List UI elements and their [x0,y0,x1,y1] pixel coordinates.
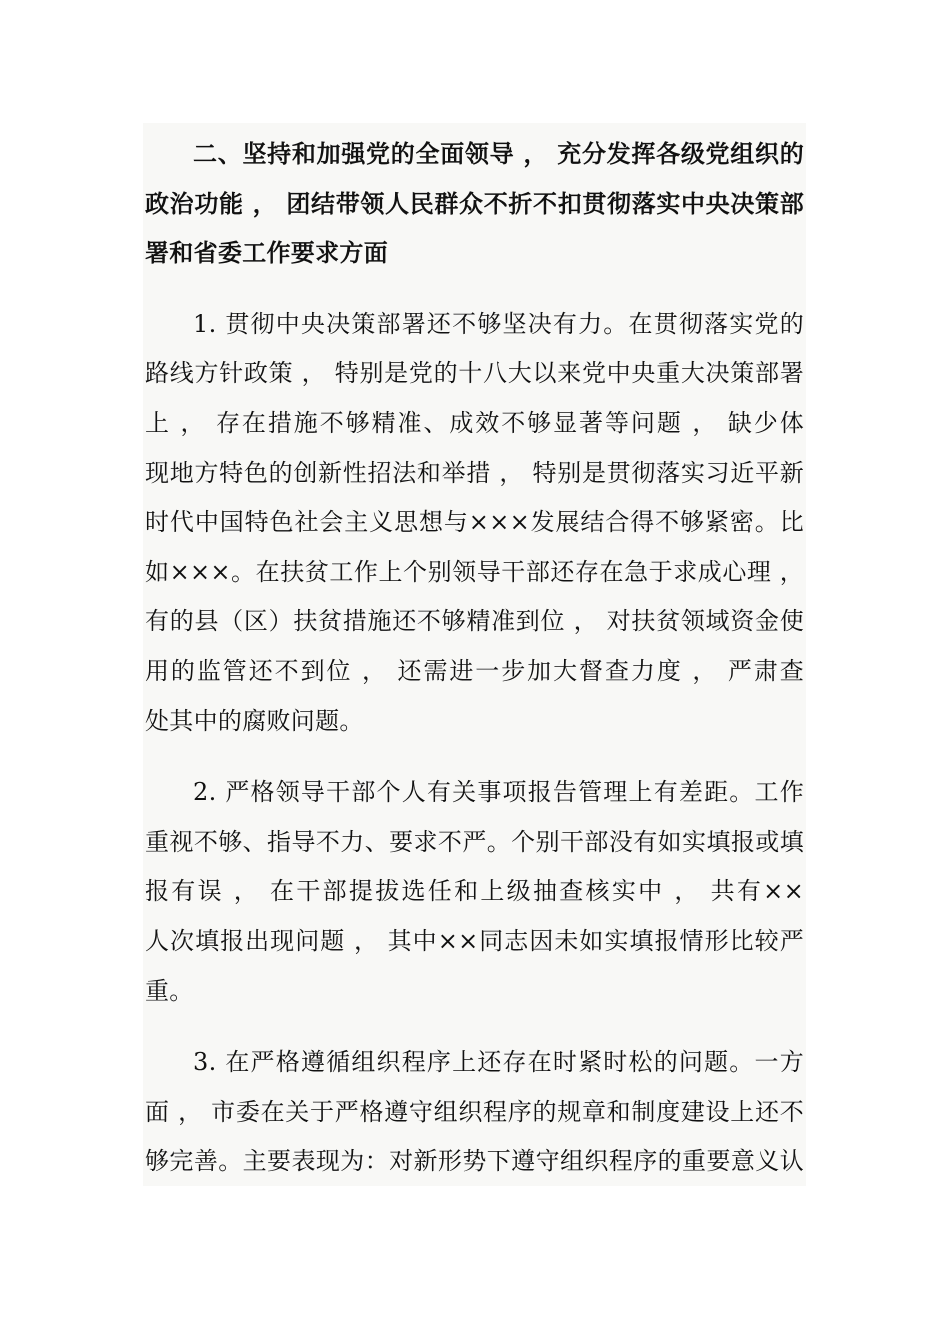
paragraph-1 [143,300,806,746]
paragraph-line: 处其中的腐败问题。 [145,706,364,735]
paragraph-line: 如×××。在扶贫工作上个别领导干部还存在急于求成心理 ， [145,557,804,586]
paragraph-line: 2. 严格领导干部个人有关事项报告管理上有差距。工作 [193,778,804,807]
paragraph-line: 1. 贯彻中央决策部署还不够坚决有力。在贯彻落实党的 [193,309,804,338]
paragraph-line: 现地方特色的创新性招法和举措 ， 特别是贯彻落实习近平新 [145,458,804,487]
document-body [143,123,806,1186]
paragraph-line: 报有误 ， 在干部提拔选任和上级抽查核实中 ， 共有×× [145,877,804,906]
paragraph-line: 用的监管还不到位 ， 还需进一步加大督查力度 ， 严肃查 [145,656,804,685]
paragraph-line: 3. 在严格遵循组织程序上还存在时紧时松的问题。一方 [193,1048,804,1077]
paragraph-line: 够完善。主要表现为：对新形势下遵守组织程序的重要意义认 [145,1147,804,1176]
paragraph-line: 重视不够、指导不力、要求不严。个别干部没有如实填报或填 [145,827,804,856]
paragraph-line: 时代中国特色社会主义思想与×××发展结合得不够紧密。比 [145,508,804,537]
paragraph-2 [143,768,806,1016]
paragraph-line: 有的县（区）扶贫措施还不够精准到位 ， 对扶贫领域资金使 [145,607,804,636]
paragraph-line: 重。 [145,976,194,1005]
paragraph-3 [143,1038,806,1186]
paragraph-line: 人次填报出现问题 ， 其中××同志因未如实填报情形比较严 [145,926,804,955]
heading-line: 二、坚持和加强党的全面领导 ， 充分发挥各级党组织的 [193,139,804,168]
heading-line: 政治功能 ， 团结带领人民群众不折不扣贯彻落实中央决策部 [145,188,804,218]
paragraph-line: 上 ， 存在措施不够精准、成效不够显著等问题 ， 缺少体 [145,408,804,437]
section-heading [143,129,806,278]
paragraph-line: 路线方针政策 ， 特别是党的十八大以来党中央重大决策部署 [145,359,804,388]
heading-line: 署和省委工作要求方面 [145,238,388,268]
paragraph-line: 面 ， 市委在关于严格遵守组织程序的规章和制度建设上还不 [145,1097,804,1126]
